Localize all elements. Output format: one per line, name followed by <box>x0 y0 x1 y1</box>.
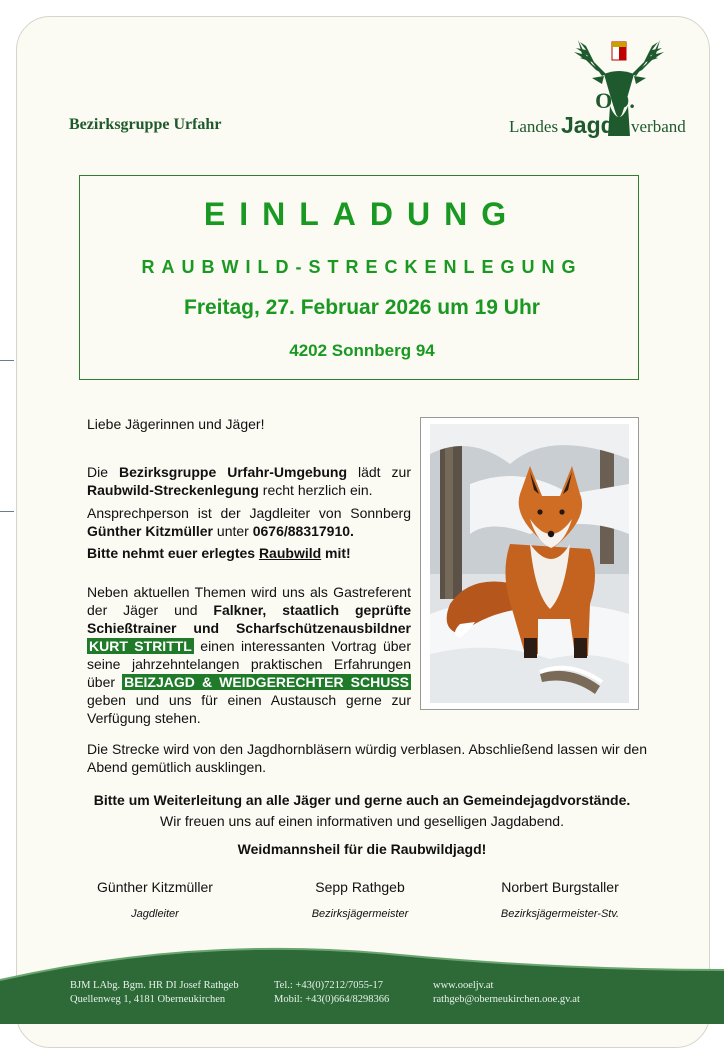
jagdverband-logo <box>506 32 696 144</box>
group-label: Bezirksgruppe Urfahr <box>69 116 222 133</box>
topic-highlight: BEIZJAGD & WEIDGERECHTER SCHUSS <box>124 674 409 690</box>
footer-address-line2: Quellenweg 1, 4181 Oberneukirchen <box>70 994 226 1005</box>
forward-request: Bitte um Weiterleitung an alle Jäger und gerne auch an Gemeindejagdvorstände. <box>93 792 631 808</box>
greeting: Liebe Jägerinnen und Jäger! <box>87 416 265 432</box>
fox-image <box>430 424 629 703</box>
footer-tel: Tel.: +43(0)7212/7055-17 <box>274 980 384 991</box>
signature-role: Bezirksjägermeister-Stv. <box>500 908 620 920</box>
paragraph-invite: Die Bezirksgruppe Urfahr-Umgebung lädt zur Raubwild-Streckenlegung recht herzlich ein. <box>87 464 411 498</box>
footer-mobil: Mobil: +43(0)664/8298366 <box>274 994 390 1005</box>
logo-jagd-text: Jagd <box>561 112 615 138</box>
invitation-subtitle: RAUBWILD-STRECKENLEGUNG <box>141 257 583 277</box>
fox-photo <box>420 417 639 710</box>
margin-mark <box>0 511 14 512</box>
signature-name: Sepp Rathgeb <box>315 879 405 895</box>
event-date: Freitag, 27. Februar 2026 um 19 Uhr <box>184 296 540 319</box>
footer <box>0 940 724 1024</box>
paragraph-speaker: Neben aktuellen Themen wird uns als Gastreferent der Jäger und Falkner, staatlich geprüfte Schießtrainer und Scharfschützenausbildner KURT STRITTL einen interessanten Vortrag über seine jahrzehntelangen praktischen Erfahrungen über BEIZJAGD & WEIDGERECHTER SCHUSS geben und uns für einen Austausch gerne zur Verfügung stehen. <box>87 584 411 726</box>
logo-landes-text: Landes <box>509 117 559 136</box>
weidmannsheil: Weidmannsheil für die Raubwildjagd! <box>237 841 487 857</box>
paragraph-closing: Die Strecke wird von den Jagdhornbläsern würdig verblasen. Abschließend lassen wir den Abend gemütlich ausklingen. <box>87 741 647 775</box>
footer-web-link[interactable]: www.ooeljv.at <box>433 980 494 991</box>
looking-forward: Wir freuen uns auf einen informativen und geselligen Jagdabend. <box>160 813 564 829</box>
signature-name: Norbert Burgstaller <box>501 879 619 895</box>
footer-address-line1: BJM LAbg. Bgm. HR DI Josef Rathgeb <box>70 980 239 991</box>
invitation-title: EINLADUNG <box>203 196 521 232</box>
signature-role: Bezirksjägermeister <box>311 908 409 920</box>
event-place: 4202 Sonnberg 94 <box>289 341 435 360</box>
footer-email-link[interactable]: rathgeb@oberneukirchen.ooe.gv.at <box>433 994 580 1005</box>
signature-role: Jagdleiter <box>131 908 179 920</box>
signature-name: Günther Kitzmüller <box>97 879 213 895</box>
paragraph-bring: Bitte nehmt euer erlegtes Raubwild mit! <box>87 545 351 561</box>
paragraph-contact: Ansprechperson ist der Jagdleiter von Sonnberg Günther Kitzmüller unter 0676/88317910. <box>87 505 411 539</box>
speaker-name-highlight: KURT STRITTL <box>89 638 192 654</box>
logo-oo-text: OÖ. <box>595 88 635 113</box>
logo-verband-text: verband <box>631 117 686 136</box>
